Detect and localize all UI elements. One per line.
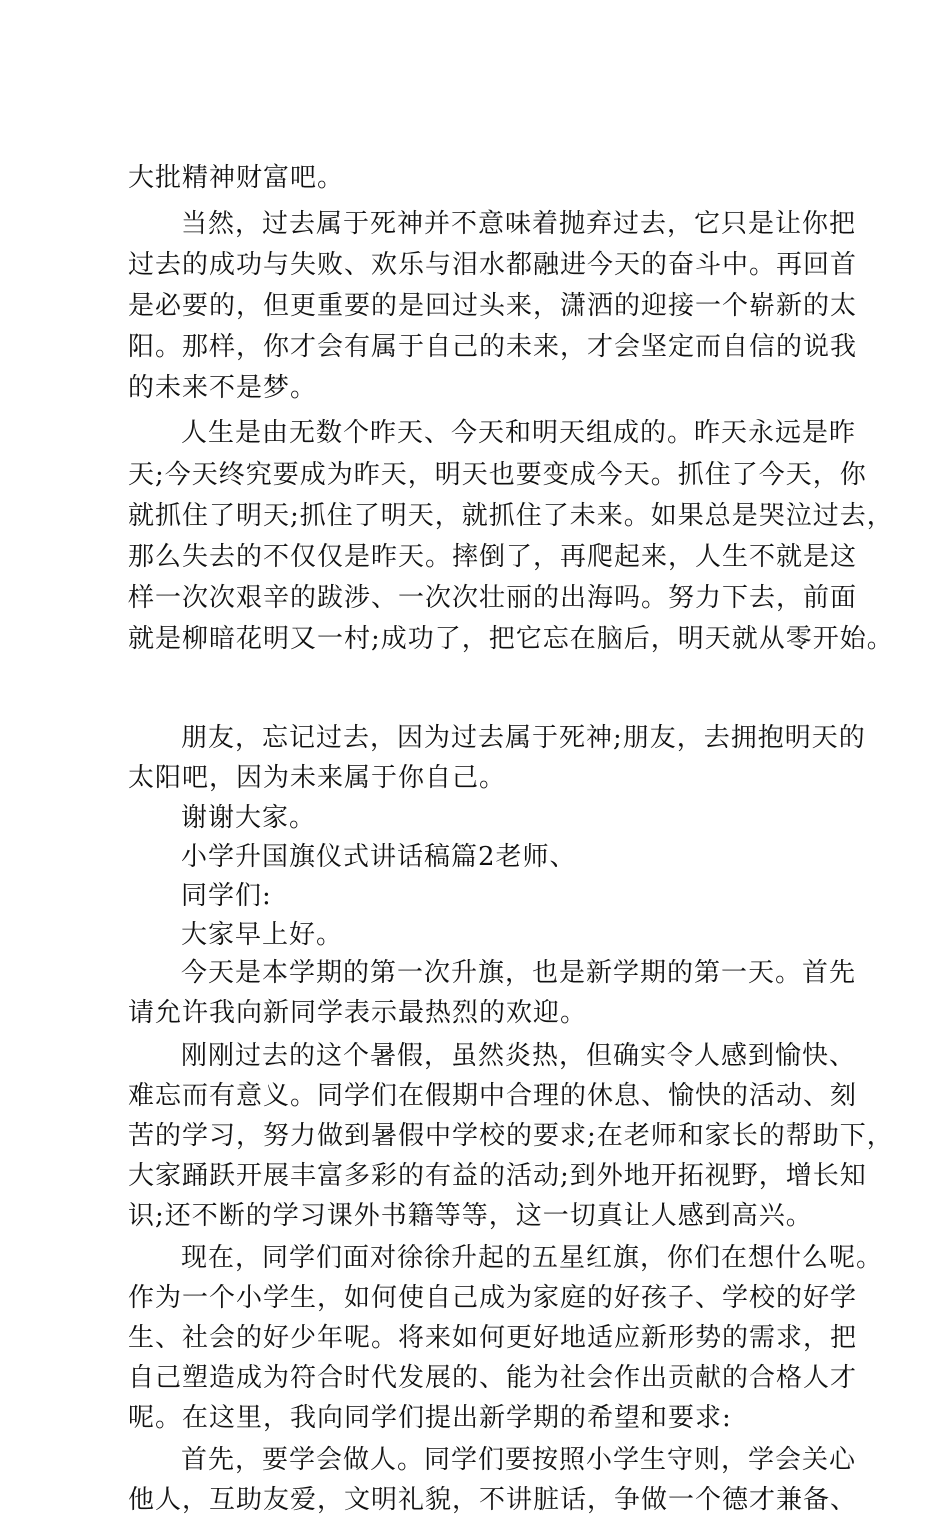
text-line: 作为一个小学生，如何使自己成为家庭的好孩子、学校的好学 — [128, 1283, 858, 1313]
text-line: 样一次次艰辛的跋涉、一次次壮丽的出海吗。努力下去，前面 — [128, 583, 858, 613]
text-line: 是必要的，但更重要的是回过头来，潇洒的迎接一个崭新的太 — [128, 291, 858, 321]
text-line: 请允许我向新同学表示最热烈的欢迎。 — [128, 998, 588, 1028]
paragraph-first-line: 刚刚过去的这个暑假，虽然炎热，但确实令人感到愉快、 — [181, 1041, 857, 1071]
text-line: 太阳吧，因为未来属于你自己。 — [128, 763, 507, 793]
text-line: 大批精神财富吧。 — [128, 163, 345, 193]
paragraph-first-line: 谢谢大家。 — [181, 803, 317, 833]
text-line: 生、社会的好少年呢。将来如何更好地适应新形势的需求，把 — [128, 1323, 858, 1353]
text-line: 就抓住了明天;抓住了明天，就抓住了未来。如果总是哭泣过去， — [128, 501, 894, 531]
paragraph-first-line: 朋友，忘记过去，因为过去属于死神;朋友，去拥抱明天的 — [181, 723, 866, 753]
paragraph-first-line: 人生是由无数个昨天、今天和明天组成的。昨天永远是昨 — [181, 418, 857, 448]
text-line: 识;还不断的学习课外书籍等等，这一切真让人感到高兴。 — [128, 1201, 813, 1231]
text-line: 他人，互助友爱，文明礼貌，不讲脏话，争做一个德才兼备、 — [128, 1485, 858, 1515]
text-line: 的未来不是梦。 — [128, 373, 318, 403]
text-line: 天;今天终究要成为昨天，明天也要变成今天。抓住了今天，你 — [128, 460, 867, 490]
text-line: 大家踊跃开展丰富多彩的有益的活动;到外地开拓视野，增长知 — [128, 1161, 867, 1191]
section-heading: 小学升国旗仪式讲话稿篇2老师、 — [181, 842, 577, 872]
text-line: 那么失去的不仅仅是昨天。摔倒了，再爬起来，人生不就是这 — [128, 542, 858, 572]
paragraph-first-line: 当然，过去属于死神并不意味着抛弃过去，它只是让你把 — [181, 209, 857, 239]
greeting: 大家早上好。 — [181, 920, 344, 950]
text-line: 阳。那样，你才会有属于自己的未来，才会坚定而自信的说我 — [128, 332, 858, 362]
paragraph-first-line: 现在，同学们面对徐徐升起的五星红旗，你们在想什么呢。 — [181, 1243, 884, 1273]
text-line: 难忘而有意义。同学们在假期中合理的休息、愉快的活动、刻 — [128, 1081, 858, 1111]
text-line: 苦的学习，努力做到暑假中学校的要求;在老师和家长的帮助下， — [128, 1121, 894, 1151]
salutation: 同学们: — [181, 881, 272, 911]
text-line: 过去的成功与失败、欢乐与泪水都融进今天的奋斗中。再回首 — [128, 250, 858, 280]
text-line: 就是柳暗花明又一村;成功了，把它忘在脑后，明天就从零开始。 — [128, 624, 894, 654]
text-line: 呢。在这里，我向同学们提出新学期的希望和要求: — [128, 1403, 732, 1433]
paragraph-first-line: 首先，要学会做人。同学们要按照小学生守则，学会关心 — [181, 1445, 857, 1475]
text-line: 自己塑造成为符合时代发展的、能为社会作出贡献的合格人才 — [128, 1363, 858, 1393]
paragraph-first-line: 今天是本学期的第一次升旗，也是新学期的第一天。首先 — [181, 958, 857, 988]
